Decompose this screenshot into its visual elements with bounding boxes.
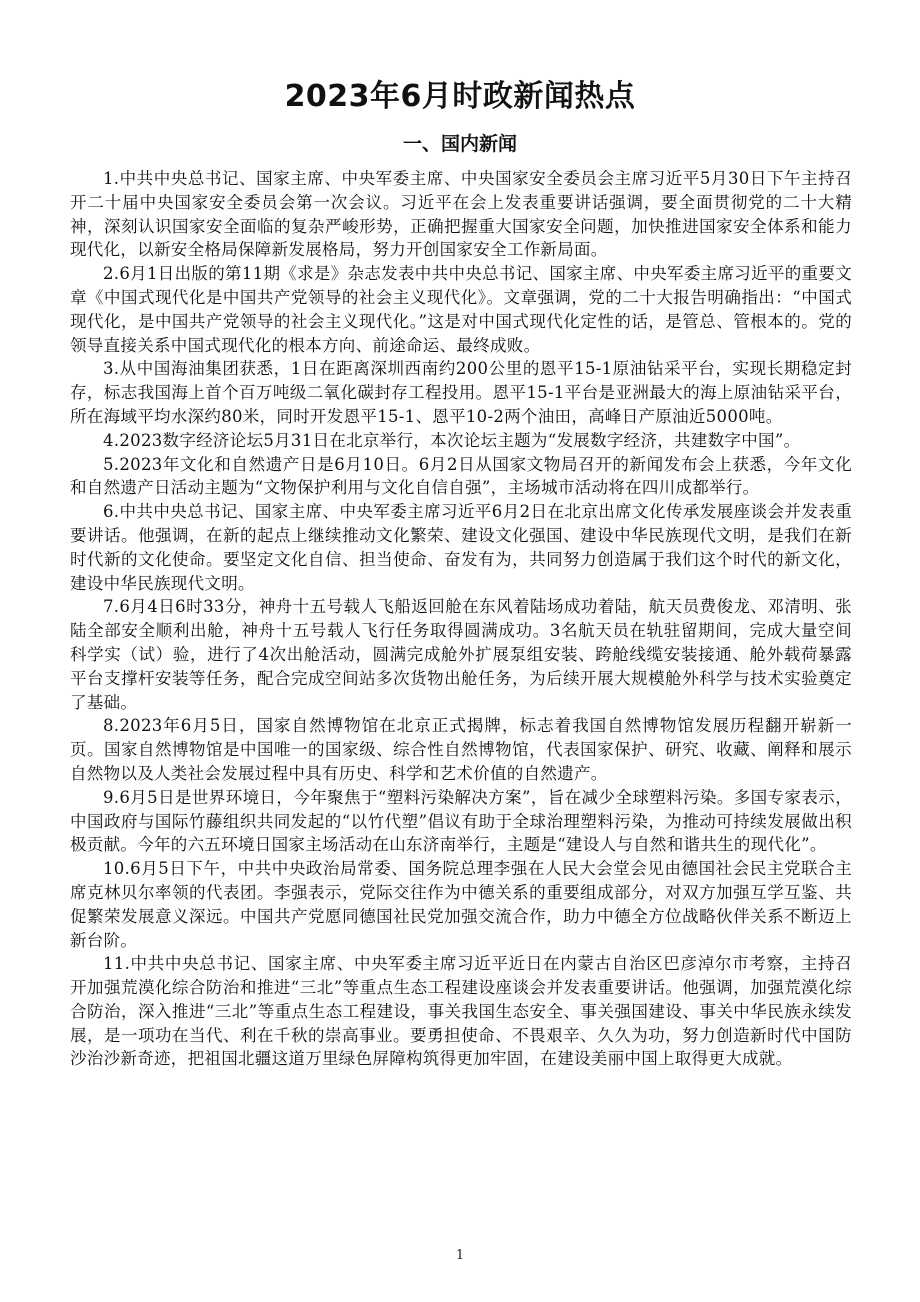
news-item-10: 10.6月5日下午，中共中央政治局常委、国务院总理李强在人民大会堂会见由德国社会民主党联合主席克林贝尔率领的代表团。李强表示，党际交往作为中德关系的重要组成部分，对双方加强互学互鉴、共促繁荣发展意义深远。中国共产党愿同德国社民党加强交流合作，助力中德全方位战略伙伴关系不断迈上新台阶。 bbox=[70, 859, 852, 950]
section-heading: 一、国内新闻 bbox=[402, 133, 517, 155]
document-title: 2023年6月时政新闻热点 bbox=[284, 79, 636, 114]
news-item-1: 1.中共中央总书记、国家主席、中央军委主席、中央国家安全委员会主席习近平5月30日下午主持召开二十届中央国家安全委员会第一次会议。习近平在会上发表重要讲话强调，要全面贯彻党的二十大精神，深刻认识国家安全面临的复杂严峻形势，正确把握重大国家安全问题，加快推进国家安全体系和能力现代化，以新安全格局保障新发展格局，努力开创国家安全工作新局面。 bbox=[70, 169, 852, 260]
page-number: 1 bbox=[455, 1248, 465, 1263]
news-item-9: 9.6月5日是世界环境日，今年聚焦于“塑料污染解决方案”，旨在减少全球塑料污染。多国专家表示，中国政府与国际竹藤组织共同发起的“以竹代塑”倡议有助于全球治理塑料污染，为推动可持续发展做出积极贡献。今年的六五环境日国家主场活动在山东济南举行，主题是“建设人与自然和谐共生的现代化”。 bbox=[70, 787, 852, 855]
news-item-8: 8.2023年6月5日，国家自然博物馆在北京正式揭牌，标志着我国自然博物馆发展历程翻开崭新一页。国家自然博物馆是中国唯一的国家级、综合性自然博物馆，代表国家保护、研究、收藏、阐释和展示自然物以及人类社会发展过程中具有历史、科学和艺术价值的自然遗产。 bbox=[70, 716, 852, 783]
news-item-7: 7.6月4日6时33分，神舟十五号载人飞船返回舱在东风着陆场成功着陆，航天员费俊龙、邓清明、张陆全部安全顺利出舱，神舟十五号载人飞行任务取得圆满成功。3名航天员在轨驻留期间，完成大量空间科学实（试）验，进行了4次出舱活动，圆满完成舱外扩展泵组安装、跨舱线缆安装接通、舱外载荷暴露平台支撑杆安装等任务，配合完成空间站多次货物出舱任务，为后续开展大规模舱外科学与技术实验奠定了基础。 bbox=[70, 597, 852, 712]
news-item-11: 11.中共中央总书记、国家主席、中央军委主席习近平近日在内蒙古自治区巴彦淖尔市考察，主持召开加强荒漠化综合防治和推进“三北”等重点生态工程建设座谈会并发表重要讲话。他强调，加强荒漠化综合防治，深入推进“三北”等重点生态工程建设，事关我国生态安全、事关强国建设、事关中华民族永续发展，是一项功在当代、利在千秋的崇高事业。要勇担使命、不畏艰辛、久久为功，努力创造新时代中国防沙治沙新奇迹，把祖国北疆这道万里绿色屏障构筑得更加牢固，在建设美丽中国上取得更大成就。 bbox=[70, 954, 852, 1069]
news-item-3: 3.从中国海油集团获悉，1日在距离深圳西南约200公里的恩平15-1原油钻采平台，实现长期稳定封存，标志我国海上首个百万吨级二氧化碳封存工程投用。恩平15-1平台是亚洲最大的海上原油钻采平台，所在海域平均水深约80米，同时开发恩平15-1、恩平10-2两个油田，高峰日产原油近5000吨。 bbox=[70, 359, 852, 426]
news-item-4: 4.2023数字经济论坛5月31日在北京举行，本次论坛主题为“发展数字经济，共建数字中国”。 bbox=[103, 430, 801, 450]
news-item-6: 6.中共中央总书记、国家主席、中央军委主席习近平6月2日在北京出席文化传承发展座谈会并发表重要讲话。他强调，在新的起点上继续推动文化繁荣、建设文化强国、建设中华民族现代文明，是我们在新时代新的文化使命。要坚定文化自信、担当使命、奋发有为，共同努力创造属于我们这个时代的新文化，建设中华民族现代文明。 bbox=[70, 502, 852, 593]
news-list bbox=[70, 167, 852, 1071]
news-item-5: 5.2023年文化和自然遗产日是6月10日。6月2日从国家文物局召开的新闻发布会上获悉，今年文化和自然遗产日活动主题为“文物保护利用与文化自信自强”，主场城市活动将在四川成都举行。 bbox=[70, 454, 852, 498]
news-item-2: 2.6月1日出版的第11期《求是》杂志发表中共中央总书记、国家主席、中央军委主席习近平的重要文章《中国式现代化是中国共产党领导的社会主义现代化》。文章强调，党的二十大报告明确指出：“中国式现代化，是中国共产党领导的社会主义现代化。”这是对中国式现代化定性的话，是管总、管根本的。党的领导直接关系中国式现代化的根本方向、前途命运、最终成败。 bbox=[70, 264, 852, 355]
